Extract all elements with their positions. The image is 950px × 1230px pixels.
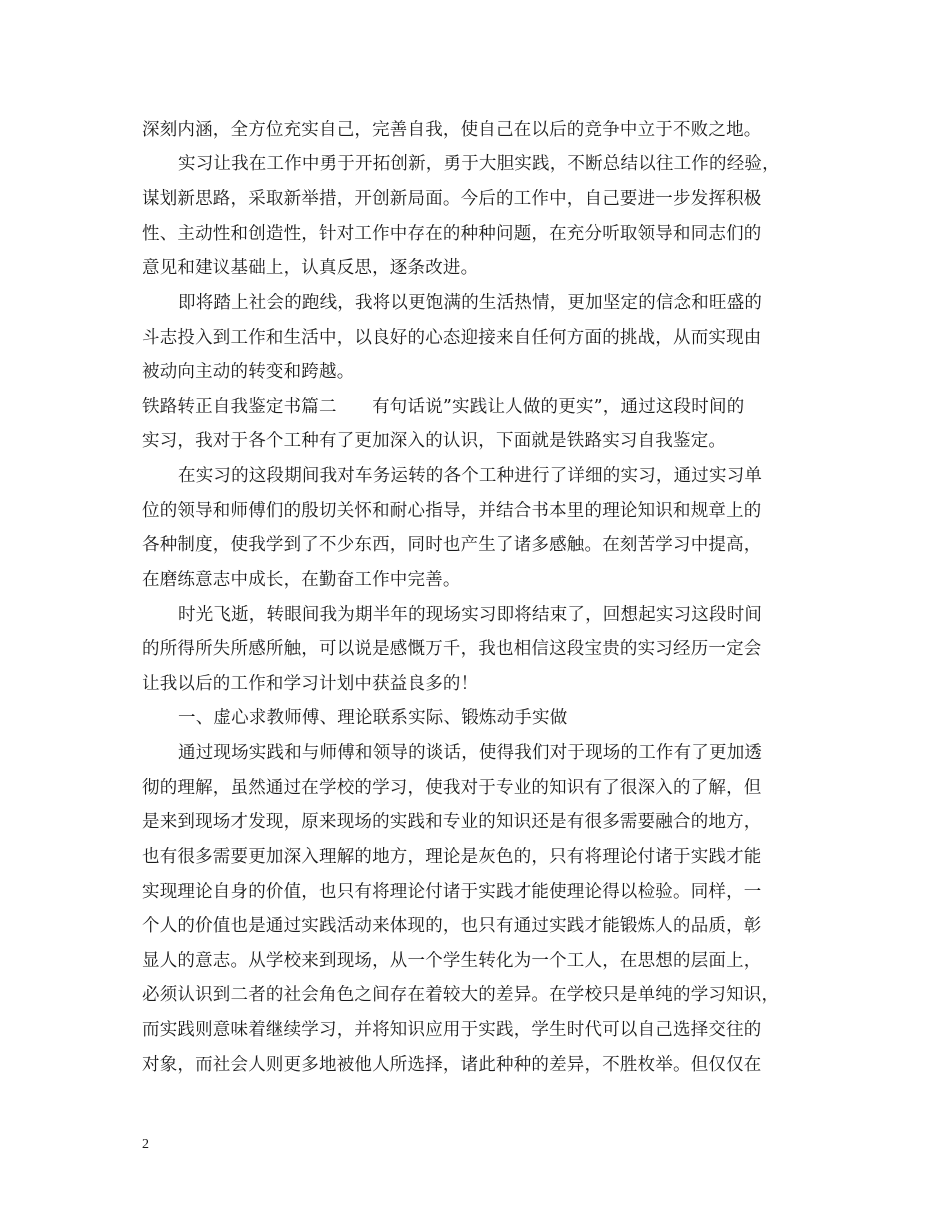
- text-line: 的所得所失所感所触，可以说是感慨万千，我也相信这段宝贵的实习经历一定会: [142, 639, 762, 659]
- text-line: 意见和建议基础上，认真反思，逐条改进。: [142, 258, 479, 278]
- paragraph-first-line: 即将踏上社会的跑线，我将以更饱满的生活热情，更加坚定的信念和旺盛的: [178, 293, 763, 313]
- text-line: 各种制度，使我学到了不少东西，同时也产生了诸多感触。在刻苦学习中提高，: [142, 535, 762, 555]
- text-line: 位的领导和师傅们的殷切关怀和耐心指导，并结合书本里的理论知识和规章上的: [142, 501, 762, 521]
- paragraph-first-line: 通过现场实践和与师傅和领导的谈话，使得我们对于现场的工作有了更加透: [178, 743, 763, 763]
- text-line: 显人的意志。从学校来到现场，从一个学生转化为一个工人，在思想的层面上，: [142, 951, 762, 971]
- text-line: 个人的价值也是通过实践活动来体现的，也只有通过实践才能锻炼人的品质，彰: [142, 916, 762, 936]
- text-line: 实现理论自身的价值，也只有将理论付诸于实践才能使理论得以检验。同样，一: [142, 882, 762, 902]
- text-line: 也有很多需要更加深入理解的地方，理论是灰色的，只有将理论付诸于实践才能: [142, 847, 762, 867]
- section-heading-line: 铁路转正自我鉴定书篇二 有句话说”实践让人做的更实”，通过这段时间的: [142, 397, 745, 417]
- text-line: 实习，我对于各个工种有了更加深入的认识，下面就是铁路实习自我鉴定。: [142, 431, 727, 451]
- text-line: 而实践则意味着继续学习，并将知识应用于实践，学生时代可以自己选择交往的: [142, 1020, 762, 1040]
- text-line: 谋划新思路，采取新举措，开创新局面。今后的工作中，自己要进一步发挥积极: [142, 189, 762, 209]
- paragraph-first-line: 在实习的这段期间我对车务运转的各个工种进行了详细的实习，通过实习单: [178, 466, 763, 486]
- text-line: 让我以后的工作和学习计划中获益良多的！: [142, 674, 479, 694]
- text-line: 彻的理解，虽然通过在学校的学习，使我对于专业的知识有了很深入的了解，但: [142, 778, 762, 798]
- text-line: 深刻内涵，全方位充实自己，完善自我，使自己在以后的竞争中立于不败之地。: [142, 120, 762, 140]
- page-number: 2: [142, 1137, 149, 1152]
- text-line: 是来到现场才发现，原来现场的实践和专业的知识还是有很多需要融合的地方，: [142, 812, 762, 832]
- text-line: 在磨练意志中成长，在勤奋工作中完善。: [142, 570, 461, 590]
- paragraph-first-line: 时光飞逝，转眼间我为期半年的现场实习即将结束了，回想起实习这段时间: [178, 605, 763, 625]
- text-line: 性、主动性和创造性，针对工作中存在的种种问题，在充分听取领导和同志们的: [142, 224, 762, 244]
- text-line: 对象，而社会人则更多地被他人所选择，诸此种种的差异，不胜枚举。但仅仅在: [142, 1055, 762, 1075]
- text-line: 斗志投入到工作和生活中，以良好的心态迎接来自任何方面的挑战，从而实现由: [142, 328, 762, 348]
- text-line: 被动向主动的转变和跨越。: [142, 362, 355, 382]
- subheading-line: 一、虚心求教师傅、理论联系实际、锻炼动手实做: [178, 708, 568, 728]
- text-line: 必须认识到二者的社会角色之间存在着较大的差异。在学校只是单纯的学习知识，: [142, 985, 780, 1005]
- paragraph-first-line: 实习让我在工作中勇于开拓创新，勇于大胆实践，不断总结以往工作的经验，: [178, 154, 780, 174]
